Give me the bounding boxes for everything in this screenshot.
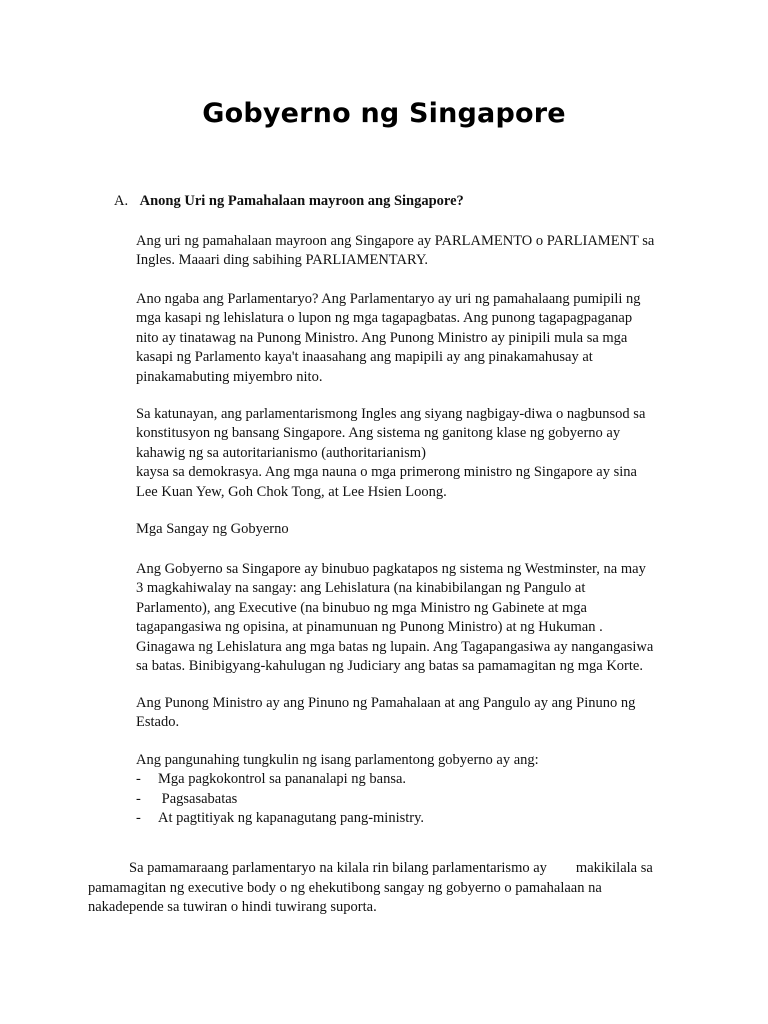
text-line: Sa pamamaraang parlamentaryo na kilala rin bilang parlamentarismo ay makikilala sa <box>129 860 653 876</box>
list-dash: - <box>136 791 141 807</box>
text-line: kasapi ng Parlamento kaya't inaasahang ang mapipili ay ang pinakamahusay at <box>136 349 593 366</box>
text-line: 3 magkahiwalay na sangay: ang Lehislatura (na kinabibilangan ng Pangulo at <box>136 580 586 597</box>
text-line: kaysa sa demokrasya. Ang mga nauna o mga primerong ministro ng Singapore ay sina <box>136 464 637 481</box>
text-line: Ang Punong Ministro ay ang Pinuno ng Pamahalaan at ang Pangulo ay ang Pinuno ng <box>136 695 636 711</box>
list-dash: - <box>136 771 141 787</box>
list-item <box>136 771 406 788</box>
text-line: nakadepende sa tuwiran o hindi tuwirang suporta. <box>88 899 377 915</box>
section-heading-text: Anong Uri ng Pamahalaan mayroon ang Singapore? <box>139 193 464 209</box>
list-item <box>136 791 237 808</box>
text-line: Ano ngaba ang Parlamentaryo? Ang Parlamentaryo ay uri ng pamahalaang pumipili ng <box>136 291 641 307</box>
text-line: Ang Gobyerno sa Singapore ay binubuo pagkatapos ng sistema ng Westminster, na may <box>136 561 646 577</box>
text-line: pinakamabuting miyembro nito. <box>136 368 323 385</box>
paragraph-uri-ng-pamahalaan <box>136 232 696 271</box>
text-line: Ingles. Maaari ding sabihing PARLIAMENTARY. <box>136 252 429 269</box>
paragraph-westminster <box>136 560 696 676</box>
paragraph-tungkulin <box>136 751 696 770</box>
section-heading <box>114 193 464 210</box>
text-line: Ang uri ng pamahalaan mayroon ang Singapore ay PARLAMENTO o PARLIAMENT sa <box>136 233 655 249</box>
text-line: Lee Kuan Yew, Goh Chok Tong, at Lee Hsien Loong. <box>136 483 447 500</box>
text-line: Mga Sangay ng Gobyerno <box>136 521 289 537</box>
closing-paragraph <box>88 859 688 918</box>
text-line: Ang pangunahing tungkulin ng isang parlamentong gobyerno ay ang: <box>136 752 539 768</box>
document-title: Gobyerno ng Singapore <box>202 98 566 129</box>
list-item-text: Pagsasabatas <box>158 791 238 807</box>
text-line: mga kasapi ng lehislatura o lupon ng mga tagapagbatas. Ang punong tagapagpaganap <box>136 310 633 327</box>
paragraph-sangay-heading <box>136 520 696 539</box>
paragraph-katunayan <box>136 405 696 502</box>
text-line: pamamagitan ng executive body o ng ehekutibong sangay ng gobyerno o pamahalaan na <box>88 879 602 896</box>
text-line: sa batas. Binibigyang-kahulugan ng Judiciary ang batas sa pamamagitan ng mga Korte. <box>136 658 643 675</box>
paragraph-punong-ministro <box>136 694 696 733</box>
list-item <box>136 810 424 827</box>
list-item-text: Mga pagkokontrol sa pananalapi ng bansa. <box>158 771 407 787</box>
text-line: Estado. <box>136 714 180 731</box>
text-line: Ginagawa ng Lehislatura ang mga batas ng lupain. Ang Tagapangasiwa ay nangangasiwa <box>136 638 654 655</box>
text-line: Sa katunayan, ang parlamentarismong Ingles ang siyang nagbigay-diwa o nagbunsod sa <box>136 406 646 422</box>
list-dash: - <box>136 810 141 826</box>
text-line: kahawig ng sa autoritarianismo (authoritarianism) <box>136 444 426 461</box>
section-marker: A. <box>114 193 129 209</box>
paragraph-parlamentaryo <box>136 290 696 387</box>
list-item-text: At pagtitiyak ng kapanagutang pang-ministry. <box>158 810 425 826</box>
text-line: Parlamento), ang Executive (na binubuo ng mga Ministro ng Gabinete at mga <box>136 599 587 616</box>
text-line: nito ay tinatawag na Punong Ministro. Ang Punong Ministro ay pinipili mula sa mga <box>136 329 628 346</box>
text-line: tagapangasiwa ng opisina, at pinamunuan ng Punong Ministro) at ng Hukuman . <box>136 619 603 636</box>
text-line: konstitusyon ng bansang Singapore. Ang sistema ng ganitong klase ng gobyerno ay <box>136 425 621 442</box>
